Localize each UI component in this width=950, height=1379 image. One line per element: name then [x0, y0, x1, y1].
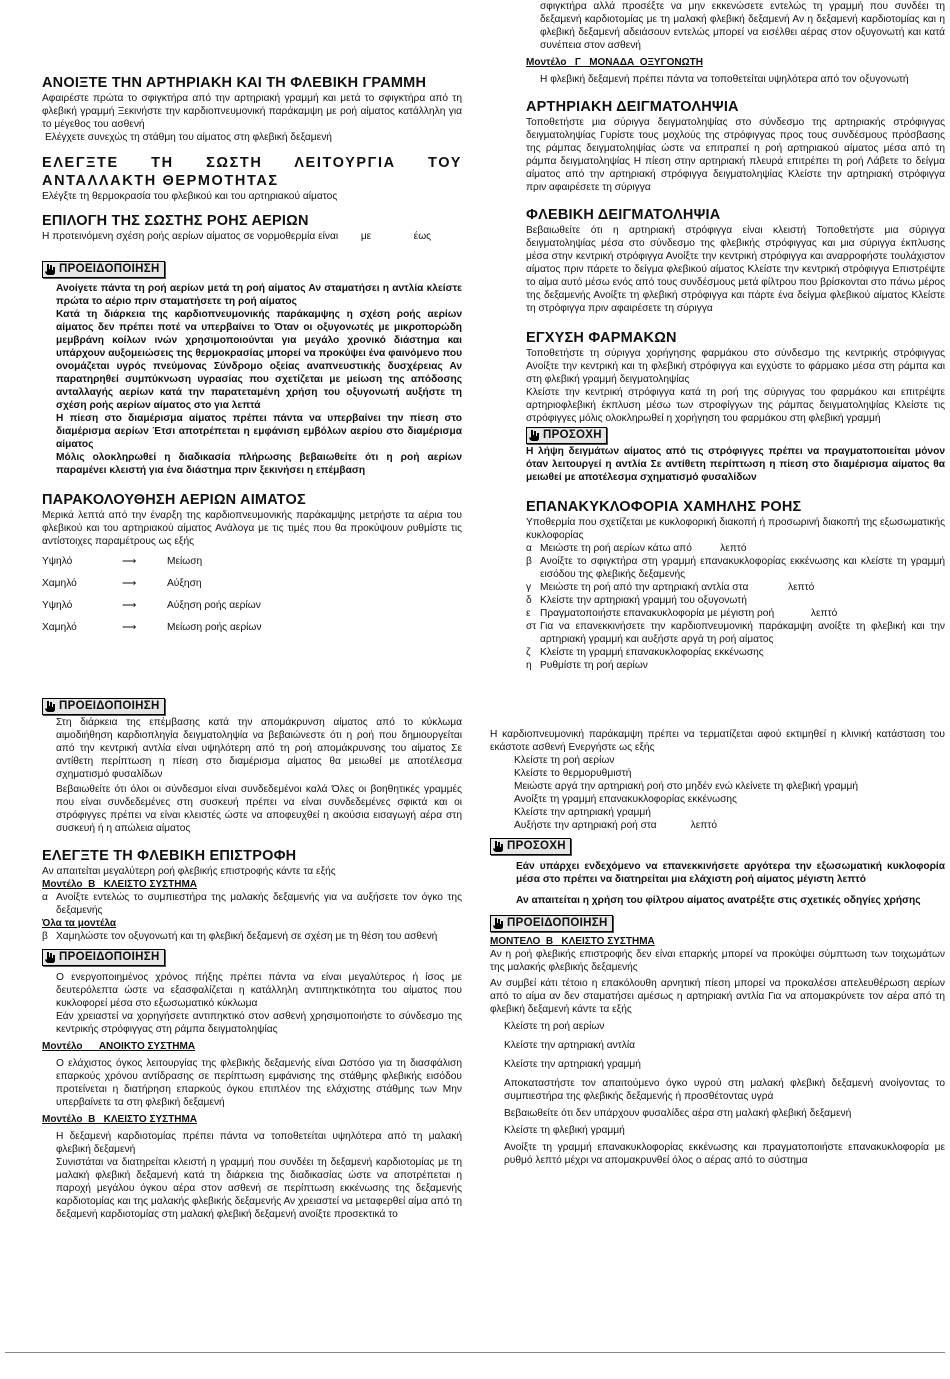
paragraph: Ελέγξτε τη θερμοκρασία του φλεβικού και του αρτηριακού αίματος: [42, 191, 338, 202]
hand-icon: [45, 701, 55, 712]
table-row: Υψηλό ⟶ Μείωση: [42, 555, 203, 567]
heading-gas-flow: ΕΠΙΛΟΓΗ ΤΗΣ ΣΩΣΤΗΣ ΡΟΗΣ ΑΕΡΙΩΝ: [42, 213, 309, 229]
list-item: Κλείστε την αρτηριακή γραμμή: [504, 1059, 641, 1070]
hand-icon: [493, 918, 503, 929]
end-steps: [490, 754, 945, 832]
heading-arterial-sampling: ΑΡΤΗΡΙΑΚΗ ΔΕΙΓΜΑΤΟΛΗΨΙΑ: [526, 99, 739, 115]
model-label: ΜΟΝΤΕΛΟ Β ΚΛΕΙΣΤΟ ΣΥΣΤΗΜΑ: [490, 936, 655, 947]
list-item: ε Πραγματοποιήστε επανακυκλοφορία με μέγιστη ροή λεπτό: [526, 608, 838, 619]
warning-badge: ΠΡΟΕΙΔΟΠΟΙΗΣΗ: [42, 949, 462, 967]
model-label: Μοντέλο Β ΚΛΕΙΣΤΟ ΣΥΣΤΗΜΑ: [42, 879, 198, 890]
heading-venous-return: ΕΛΕΓΞΤΕ ΤΗ ΦΛΕΒΙΚΗ ΕΠΙΣΤΡΟΦΗ: [42, 848, 297, 864]
list-item: Μειώστε αργά την αρτηριακή ροή στο μηδέν ενώ κλείνετε τη φλεβική γραμμή: [514, 781, 859, 792]
w4-steps: [490, 1020, 945, 1167]
list-item: Ανοίξτε τη γραμμή επανακυκλοφορίας εκκένωσης και πραγματοποιήστε επανακυκλοφορία με ρυθμό λεπτό μέχρι να απομακρυνθεί όλος ο αέρας από το σύστημα: [504, 1142, 945, 1166]
list-item: β Χαμηλώστε τον οξυγονωτή και τη φλεβική δεξαμενή σε σχέση με τη θέση του ασθενή: [42, 931, 438, 942]
caution-badge: ΠΡΟΣΟΧΗ: [490, 838, 945, 856]
table-row: Χαμηλό ⟶ Αύξηση: [42, 577, 202, 589]
right-column: [490, 0, 945, 1167]
paragraph: Η καρδιοπνευμονική παράκαμψη πρέπει να τερματίζεται αφού εκτιμηθεί η κλινική κατάσταση του εκάστοτε ασθενή Ενεργήστε ως εξής: [490, 729, 945, 753]
warning-badge: ΠΡΟΕΙΔΟΠΟΙΗΣΗ: [42, 698, 462, 716]
model-label: Όλα τα μοντέλα: [42, 918, 117, 929]
caution-text: Η λήψη δειγμάτων αίματος από τις στρόφιγγες πρέπει να πραγματοποιείται μόνον όταν λειτουργεί η αντλία Σε αντίθετη περίπτωση η πίεση στο διαμέρισμα αίματος θα μειωθεί με αποτέλεσμα σχηματισμό φυσαλίδων: [526, 446, 945, 483]
list-item: γ Μειώστε τη ροή από την αρτηριακή αντλία στα λεπτό: [526, 582, 815, 593]
paragraph: Η προτεινόμενη σχέση ροής αερίων αίματος σε νορμοθερμία είναι με έως: [42, 231, 432, 242]
paragraph: σφιγκτήρα αλλά προσέξτε να μην εκκενώσετε εντελώς τη γραμμή που συνδέει τη δεξαμενή καρδιοτομίας με τη μαλακή φλεβική δεξαμενή Αν η δεξαμενή καρδιοτομίας και η φλεβική δεξαμενή αδειάσουν εντελώς μπορεί να εισέλθει αέρας στον οξυγονωτή και κατά συνέπεια στον ασθενή: [540, 1, 945, 51]
list-item: α Μειώστε τη ροή αερίων κάτω από λεπτό: [526, 543, 747, 554]
left-column: [42, 0, 462, 1221]
heading-drug-infusion: ΕΓΧΥΣΗ ΦΑΡΜΑΚΩΝ: [526, 330, 677, 346]
list-item: Βεβαιωθείτε ότι δεν υπάρχουν φυσαλίδες αέρα στη μαλακή φλεβική δεξαμενή: [504, 1108, 852, 1119]
list-item: β Ανοίξτε το σφιγκτήρα στη γραμμή επανακυκλοφορίας εκκένωσης και κλείστε τη γραμμή εισόδου της φλεβικής δεξαμενής: [526, 556, 945, 580]
warning-text: Βεβαιωθείτε ότι όλοι οι σύνδεσμοι είναι συνδεδεμένοι καλά Όλες οι βοηθητικές γραμμές που είναι συνδεδεμένες στη συσκευή πρέπει να είναι συνδεδεμένες σφικτά και οι στρόφιγγες πρέπει να είναι κλειστές ώστε να αποφευχθεί η ακούσια εισαγωγή αέρα στη συσκευή ή η απώλεια αίματος: [56, 784, 462, 834]
paragraph: Τοποθετήστε μια σύριγγα δειγματοληψίας στο σύνδεσμο της αρτηριακής στρόφιγγας δειγματοληψίας Γυρίστε τους μοχλούς της στρόφιγγας προς τους συνδέσμους πρόσβασης της ράμπας δειγματοληψίας ώστε να επιτραπεί η ροή αρτηριακού αίματος μέσα από τη ράμπα δειγματοληψίας Η πίεση στην αρτηριακή πλευρά επιτρέπει τη ροή Λάβετε το δείγμα αίματος από την αρτηριακή στρόφιγγα δειγματοληψίας Κλείστε την αρτηριακή στρόφιγγα πριν αφαιρέσετε τη σύριγγα: [526, 117, 945, 193]
list-item: Ανοίξτε τη γραμμή επανακυκλοφορίας εκκένωσης: [514, 794, 737, 805]
list-item: στ Για να επανεκκινήσετε την καρδιοπνευμονική παράκαμψη ανοίξτε τη φλεβική και την αρτηριακή γραμμή και αυξήστε αργά τη ροή αίματος: [526, 621, 945, 645]
warning-text: Εάν χρειαστεί να χορηγήσετε αντιπηκτικό στον ασθενή χρησιμοποιήστε το σύνδεσμο της κεντρικής στρόφιγγας στη ράμπα δειγματοληψίας: [56, 1011, 462, 1035]
paragraph: Αν απαιτείται μεγαλύτερη ροή φλεβικής επιστροφής κάντε τα εξής: [42, 866, 336, 877]
list-item: η Ρυθμίστε τη ροή αερίων: [526, 660, 648, 671]
warning-text: Ο ελάχιστος όγκος λειτουργίας της φλεβικής δεξαμενής είναι Ωστόσο για τη διασφάλιση επαρκούς χρόνου αντίδρασης σε περίπτωση εμφάνισης της στάθμης φλεβικής εισόδου προτείνεται η διατήρηση επαρκούς όγκου επιπλέον της ελάχιστης στάθμης των Μην υπερβαίνετε τα στη φλεβική δεξαμενή: [56, 1058, 462, 1108]
adjust-table: [42, 550, 462, 638]
paragraph: Ελέγχετε συνεχώς τη στάθμη του αίματος στη φλεβική δεξαμενή: [45, 132, 332, 143]
heading-open-lines: ΑΝΟΙΞΤΕ ΤΗΝ ΑΡΤΗΡΙΑΚΗ ΚΑΙ ΤΗ ΦΛΕΒΙΚΗ ΓΡΑΜΜΗ: [42, 75, 427, 91]
list-item: Κλείστε το θερμορυθμιστή: [514, 768, 632, 779]
heading-low-flow-recirculation: ΕΠΑΝΑΚΥΚΛΟΦΟΡΙΑ ΧΑΜΗΛΗΣ ΡΟΗΣ: [526, 499, 802, 515]
paragraph: Αν η ροή φλεβικής επιστροφής δεν είναι επαρκής μπορεί να προκύψει σύμπτωση των τοιχωμάτων της μαλακής φλεβικής δεξαμενής: [490, 949, 945, 973]
hand-icon: [45, 264, 55, 275]
caution-text: Εάν υπάρχει ενδεχόμενο να επανεκκινήσετε αργότερα την εξωσωματική κυκλοφορία μέσα στο πρέπει να διατηρείται μια ελάχιστη ροή αίματος μέγιστη λεπτό: [516, 861, 945, 885]
table-row: Χαμηλό ⟶ Μείωση ροής αερίων: [42, 621, 262, 633]
footer-divider: [5, 1352, 945, 1353]
warning-text: Συνιστάται να διατηρείται κλειστή η γραμμή που συνδέει τη δεξαμενή καρδιοτομίας με τη μαλακή φλεβική δεξαμενή κατά τη διάρκεια της διαδικασίας ώστε να αποτρέπεται η παροχή μεγάλου όγκου αέρα στον ασθενή σε περίπτωση εκκένωσης της δεξαμενής καρδιοτομίας και της μαλακής φλεβικής δεξαμενής Αν χρειαστεί να μεταφερθεί αίμα από τη δεξαμενή καρδιοτομίας στη μαλακή φλεβική δεξαμενή ανοίξτε προσεκτικά το: [56, 1157, 462, 1220]
warning-text: Στη διάρκεια της επέμβασης κατά την απομάκρυνση αίματος από το κύκλωμα αιμοδιήθηση καρδιοπληγία δειγματοληψία να βεβαιώνεστε ότι η ροή που δημιουργείται από την κεντρική αντλία είναι υψηλότερη από τη ροή απομάκρυνσης του αίματος Σε αντίθετη περίπτωση η πίεση στο διαμέρισμα αίματος θα μειωθεί με αποτέλεσμα σχηματισμό φυσαλίδων: [56, 717, 462, 780]
list-item: Κλείστε την αρτηριακή γραμμή: [514, 807, 651, 818]
warning-badge: ΠΡΟΕΙΔΟΠΟΙΗΣΗ: [490, 915, 945, 933]
list-item: Κλείστε τη ροή αερίων: [504, 1021, 605, 1032]
heading-venous-sampling: ΦΛΕΒΙΚΗ ΔΕΙΓΜΑΤΟΛΗΨΙΑ: [526, 207, 721, 223]
paragraph: Αν συμβεί κάτι τέτοιο η επακόλουθη αρνητική πίεση μπορεί να προκαλέσει απελευθέρωση αερίων από το αίμα αν δεν σταματήσει αμέσως η αρτηριακή αντλία Για να απομακρύνετε τον αέρα από τη φλεβική δεξαμενή κάντε τα εξής: [490, 978, 945, 1015]
hand-icon: [493, 841, 503, 852]
model-label: Μοντέλο Β ΚΛΕΙΣΤΟ ΣΥΣΤΗΜΑ: [42, 1114, 198, 1125]
paragraph: Αφαιρέστε πρώτα το σφιγκτήρα από την αρτηριακή γραμμή και μετά το σφιγκτήρα από τη φλεβική γραμμή Ξεκινήστε την καρδιοπνευμονική παράκαμψη με ροή αίματος κατάλληλη για το μέγεθος του ασθενή: [42, 93, 462, 130]
heading-blood-gas: ΠΑΡΑΚΟΛΟΥΘΗΣΗ ΑΕΡΙΩΝ ΑΙΜΑΤΟΣ: [42, 492, 306, 508]
caution-text: Αν απαιτείται η χρήση του φίλτρου αίματος ανατρέξτε στις σχετικές οδηγίες χρήσης: [516, 895, 921, 906]
paragraph: Υποθερμία που σχετίζεται με κυκλοφορική διακοπή ή προσωρινή διακοπή της εξωσωματικής κυκλοφορίας: [526, 517, 945, 541]
warning-text: Ο ενεργοποιημένος χρόνος πήξης πρέπει πάντα να είναι μεγαλύτερος ή ίσος με δευτερόλεπτα ώστε να εξασφαλίζεται η κατάλληλη αντιπηκτικότητα του αίματος που κυκλοφορεί μέσα στο εξωσωματικό κύκλωμα: [56, 972, 462, 1009]
warning-text: Μόλις ολοκληρωθεί η διαδικασία πλήρωσης βεβαιωθείτε ότι η ροή αερίων παραμένει κλειστή για ένα διάστημα πριν ξεκινήσει η επέμβαση: [56, 452, 462, 476]
heading-heat-exchanger: ΕΛΕΓΞΤΕ ΤΗ ΣΩΣΤΗ ΛΕΙΤΟΥΡΓΙΑ ΤΟΥ ΑΝΤΑΛΛΑΚΤΗ ΘΕΡΜΟΤΗΤΑΣ: [42, 155, 462, 189]
list-item: Αποκαταστήστε τον απαιτούμενο όγκο υγρού στη μαλακή φλεβική δεξαμενή ανοίγοντας το συμπιεστήρα της φλεβικής δεξαμενής ή προσθέτοντας υγρά: [504, 1078, 945, 1102]
warning-text: Ανοίγετε πάντα τη ροή αερίων μετά τη ροή αίματος Αν σταματήσει η αντλία κλείστε πρώτα το αέριο πριν σταματήσετε τη ροή αίματος: [56, 283, 462, 307]
paragraph: Η φλεβική δεξαμενή πρέπει πάντα να τοποθετείται υψηλότερα από τον οξυγονωτή: [540, 74, 909, 85]
model-label: Μοντέλο ΑΝΟΙΚΤΟ ΣΥΣΤΗΜΑ: [42, 1041, 196, 1052]
paragraph: Κλείστε την κεντρική στρόφιγγα κατά τη ροή της σύριγγας του φαρμάκου και επιτρέψτε αρτηριοφλεβική έκπλυση μέσω των στροφίγγων της ράμπας δειγματοληψίας Κλείστε τις στρόφιγγες μόλις ολοκληρωθεί η χορήγηση του φαρμάκου στη φλεβική γραμμή: [526, 387, 945, 424]
list-item: Αυξήστε την αρτηριακή ροή στα λεπτό: [514, 820, 717, 831]
warning-text: Η δεξαμενή καρδιοτομίας πρέπει πάντα να τοποθετείται υψηλότερα από τη μαλακή φλεβική δεξαμενή: [56, 1131, 462, 1155]
hand-icon: [529, 430, 539, 441]
paragraph: Τοποθετήστε τη σύριγγα χορήγησης φαρμάκου στο σύνδεσμο της κεντρικής στρόφιγγας Ανοίξτε την κεντρική και τη φλεβική στρόφιγγα και εγχύστε το φάρμακο μέσα στη ράμπα και στη φλεβική γραμμή δειγματοληψίας: [526, 348, 945, 385]
model-label: Μοντέλο Γ ΜΟΝΑΔΑ ΟΞΥΓΟΝΩΤΗ: [526, 57, 703, 68]
steps-list: [526, 542, 945, 672]
warning-text: Η πίεση στο διαμέρισμα αίματος πρέπει πάντα να υπερβαίνει την πίεση στο διαμέρισμα αερίων Έτσι αποτρέπεται η εμφάνιση εμβόλων αερίου στο διαμέρισμα αίματος: [56, 413, 462, 450]
paragraph: Μερικά λεπτά από την έναρξη της καρδιοπνευμονικής παράκαμψης μετρήστε τα αέρια του φλεβικού και του αρτηριακού αίματος Ανάλογα με τις τιμές που θα προκύψουν ρυθμίστε τις αντίστοιχες παραμέτρους ως εξής: [42, 510, 462, 547]
list-item: α Ανοίξτε εντελώς το συμπιεστήρα της μαλακής δεξαμενής για να αυξήσετε τον όγκο της δεξαμενής: [42, 892, 462, 916]
table-row: Υψηλό ⟶ Αύξηση ροής αερίων: [42, 599, 261, 611]
warning-text: Κατά τη διάρκεια της καρδιοπνευμονικής παράκαμψης η σχέση ροής αερίων αίματος δεν πρέπει ποτέ να υπερβαίνει το Όταν οι οξυγονωτές με μικροπορώδη μεμβράνη κοίλων ινών χρησιμοποιούνται για μεγάλο χρονικό διάστημα και υπάρχουν αυξομειώσεις της θερμοκρασίας μπορεί να προκύψει ένα φαινόμενο που ονομάζεται υγρός πνεύμονας Σύνδρομο οξείας αναπνευστικής δυσχέρειας Αν παρατηρηθεί συμπύκνωση υγρασίας που σχετίζεται με μείωση της απόδοσης ανταλλαγής αερίων κατά την παρατεταμένη χρήση του οξυγονωτή αυξήστε τη σχέση ροής αερίων αίματος στο για λεπτά: [56, 309, 462, 411]
list-item: δ Κλείστε την αρτηριακή γραμμή του οξυγονωτή: [526, 595, 747, 606]
caution-badge: ΠΡΟΣΟΧΗ: [526, 427, 945, 445]
list-item: Κλείστε την αρτηριακή αντλία: [504, 1040, 636, 1051]
list-item: Κλείστε τη ροή αερίων: [514, 755, 615, 766]
warning-badge: ΠΡΟΕΙΔΟΠΟΙΗΣΗ: [42, 261, 462, 279]
list-item: Κλείστε τη φλεβική γραμμή: [504, 1125, 625, 1136]
hand-icon: [45, 952, 55, 963]
list-item: ζ Κλείστε τη γραμμή επανακυκλοφορίας εκκένωσης: [526, 647, 764, 658]
paragraph: Βεβαιωθείτε ότι η αρτηριακή στρόφιγγα είναι κλειστή Τοποθετήστε μια σύριγγα δειγματοληψίας μέσα στο σύνδεσμο της φλεβικής στρόφιγγας και μια σύριγγα έκπλυσης μέσα στην κεντρική στρόφιγγα Ανοίξτε την κεντρική στρόφιγγα και αναρροφήστε τουλάχιστον αίματος πριν πάρετε το δείγμα φλεβικού αίματος Κλείστε την κεντρική στρόφιγγα Επιστρέψτε το αίμα αυτό μέσω ενός από τους συνδέσμους μετά φίλτρου που βρίσκονται στο πάνω μέρος της δεξαμενής Ανοίξτε τη φλεβική στρόφιγγα και πάρτε ένα δείγμα φλεβικού αίματος Κλείστε τη στρόφιγγα πριν αφαιρέσετε τη σύριγγα: [526, 225, 945, 314]
